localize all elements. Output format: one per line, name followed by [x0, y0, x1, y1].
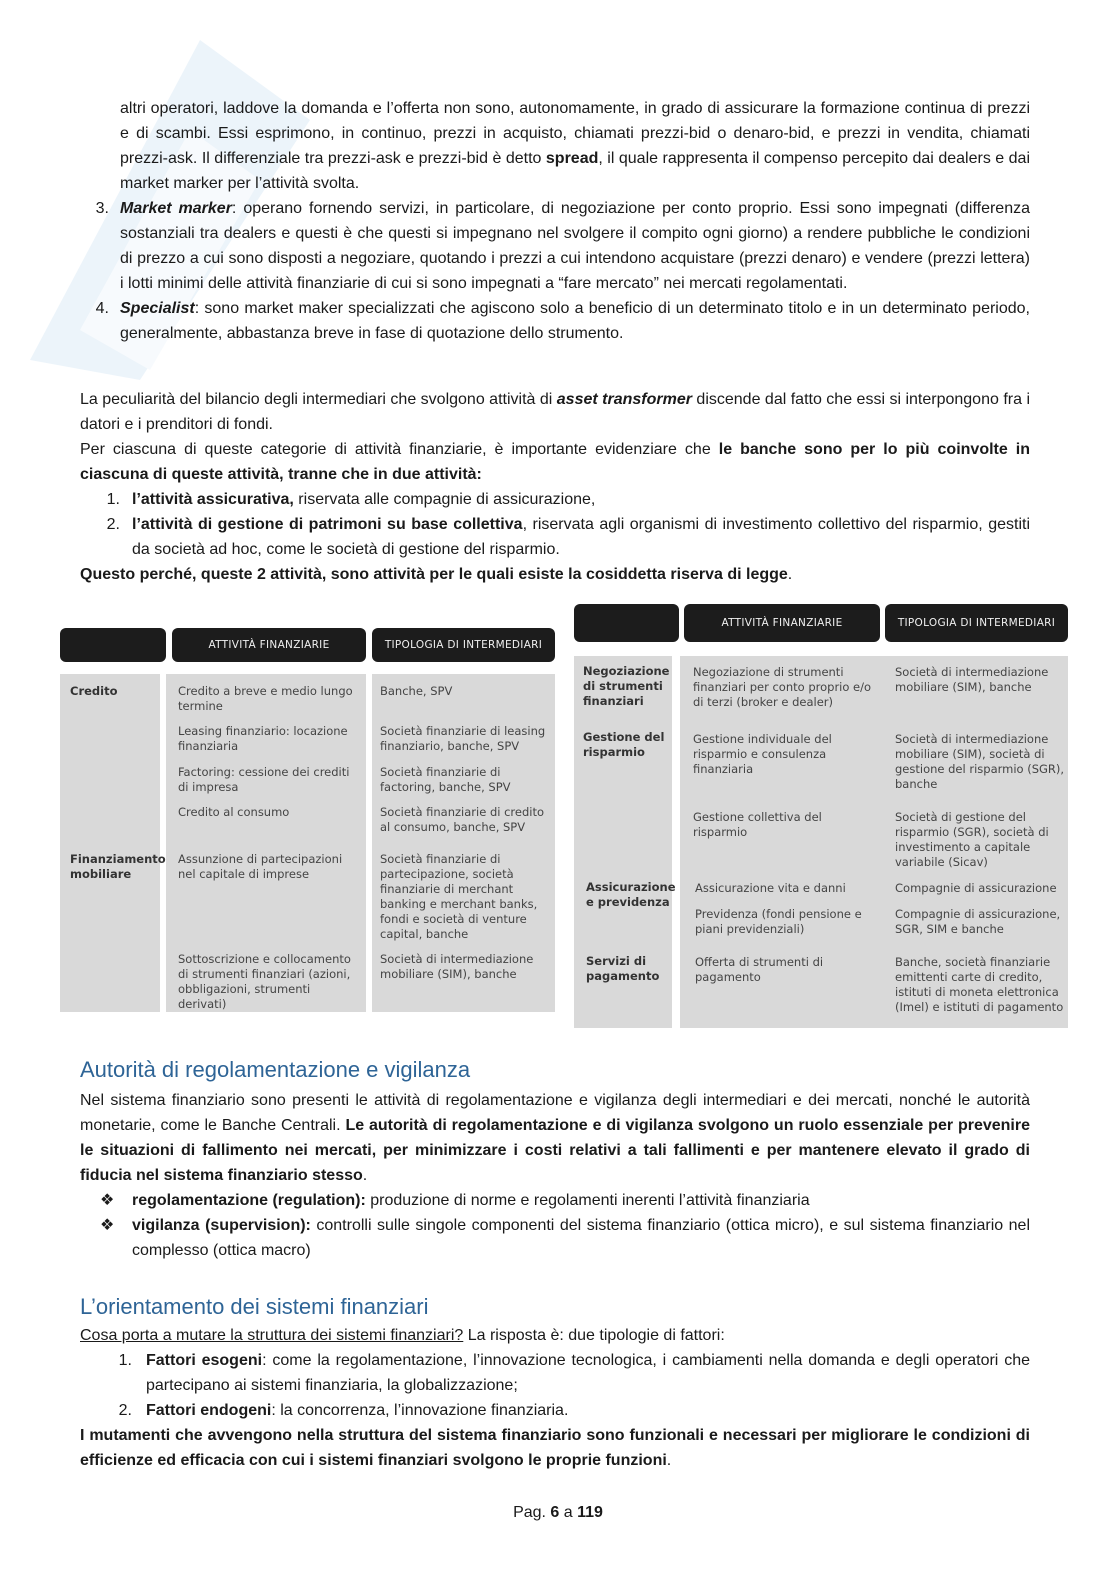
- list-item-esogeni: 1. Fattori esogeni: come la regolamentazione, l’innovazione tecnologica, i cambiamenti nella domanda e degli operatori che partecipano ai sistemi finanziaria, la globalizzazione;: [118, 1352, 1030, 1394]
- cell-type: Società di gestione del risparmio (SGR), società di investimento a capitale variabile (Sicav): [895, 810, 1049, 869]
- cell-type: Banche, SPV: [380, 684, 453, 698]
- table-left-label-column: [60, 674, 166, 1012]
- table-left: [60, 628, 555, 1014]
- table-left-header-activity: ATTIVITÀ FINANZIARIE: [172, 628, 366, 662]
- cell-type: Società di intermediazione mobiliare (SIM), società di gestione del risparmio (SGR), banche: [895, 732, 1065, 791]
- paragraph-asset-transformer: La peculiarità del bilancio degli intermediari che svolgono attività di asset transformer discende dal fatto che essi si interpongono fra i datori e i prenditori di fondi.: [80, 391, 1031, 433]
- intro-paragraph: altri operatori, laddove la domanda e l’offerta non sono, autonomamente, in grado di assicurare la formazione continua di prezzi e di scambi. Essi esprimono, in continuo, prezzi in acquisto, chiamati prezzi-bid o denaro-bid, e prezzi in vendita, chiamati prezzi-ask. Il differenziale tra prezzi-ask e prezzi-bid è detto spread, il quale rappresenta il compenso percepito dai dealers e dai market marker per l’attività svolta.: [120, 100, 1031, 192]
- cell-activity: Credito a breve e medio lungo termine: [178, 684, 353, 713]
- row-label-finanziamento: Finanziamento mobiliare: [70, 852, 166, 881]
- page-footer: Pag. 6 a 119: [513, 1504, 603, 1521]
- cell-activity: Assunzione di partecipazioni nel capitale di imprese: [178, 852, 343, 881]
- diamond-bullet-icon: ❖: [100, 1217, 115, 1234]
- paragraph-riserva-legge: Questo perché, queste 2 attività, sono attività per le quali esiste la cosiddetta riserva di legge.: [80, 566, 793, 583]
- paragraph-conclusion: I mutamenti che avvengono nella struttura del sistema finanziario sono funzionali e necessari per migliorare le condizioni di efficienze ed efficacia con cui i sistemi finanziari svolgono le proprie funzioni.: [80, 1427, 1030, 1469]
- cell-activity: Gestione collettiva del risparmio: [693, 810, 822, 839]
- paragraph-banche: Per ciascuna di queste categorie di attività finanziarie, è importante evidenziare che le banche sono per lo più coinvolte in ciascuna di queste attività, tranne che in due attività:: [80, 441, 1031, 483]
- section-orientamento-body: [80, 1323, 1030, 1473]
- bullet-vigilanza: ❖ vigilanza (supervision): controlli sulle singole componenti del sistema finanziario (ottica micro), e sul sistema finanziario nel complesso (ottica macro): [80, 1213, 1030, 1263]
- list-item-gestione-patrimoni: 2. l’attività di gestione di patrimoni su base collettiva, riservata agli organismi di investimento collettivo del risparmio, gestiti da società ad hoc, come le società di gestione del risparmio.: [106, 516, 1030, 558]
- cell-type: Banche, società finanziarie emittenti carte di credito, istituti di moneta elettronica (Imel) e istituti di pagamento: [895, 955, 1064, 1014]
- list-item-endogeni: 2. Fattori endogeni: la concorrenza, l’innovazione finanziaria.: [118, 1402, 569, 1419]
- table-right-header-activity: ATTIVITÀ FINANZIARIE: [684, 604, 880, 642]
- table-left-header-type: TIPOLOGIA DI INTERMEDIARI: [372, 628, 555, 662]
- table-left-header-blank: [60, 628, 166, 662]
- row-label-assicurazione: Assicurazione e previdenza: [586, 880, 676, 909]
- cell-activity: Sottoscrizione e collocamento di strumenti finanziari (azioni, obbligazioni, strumenti derivati): [178, 952, 351, 1011]
- section-autorita-body: [80, 1088, 1030, 1263]
- table-right: [574, 604, 1068, 1028]
- table-right-header-blank: [574, 604, 679, 642]
- row-label-gestione: Gestione del risparmio: [583, 730, 665, 759]
- cell-type: Compagnie di assicurazione, SGR, SIM e banche: [895, 907, 1061, 936]
- cell-activity: Gestione individuale del risparmio e consulenza finanziaria: [693, 732, 832, 776]
- cell-activity: Factoring: cessione dei crediti di impresa: [178, 765, 350, 794]
- cell-activity: Assicurazione vita e danni: [695, 881, 846, 895]
- cell-type: Compagnie di assicurazione: [895, 881, 1057, 895]
- cell-activity: Previdenza (fondi pensione e piani previdenziali): [695, 907, 862, 936]
- cell-type: Società finanziarie di credito al consumo, banche, SPV: [380, 805, 545, 834]
- cell-type: Società finanziarie di partecipazione, società finanziarie di merchant banking e merchant banks, fondi e società di venture capital, banche: [380, 852, 538, 941]
- table-right-header-type: TIPOLOGIA DI INTERMEDIARI: [885, 604, 1068, 642]
- cell-activity: Offerta di strumenti di pagamento: [695, 955, 824, 984]
- row-label-servizi: Servizi di pagamento: [586, 954, 660, 983]
- cell-type: Società finanziarie di leasing finanziario, banche, SPV: [380, 724, 546, 753]
- paragraph-question: Cosa porta a mutare la struttura dei sistemi finanziari? La risposta è: due tipologie di fattori:: [80, 1327, 725, 1344]
- cell-type: Società di intermediazione mobiliare (SIM), banche: [895, 665, 1049, 694]
- cell-activity: Leasing finanziario: locazione finanziaria: [178, 724, 348, 753]
- row-label-negoziazione: Negoziazione di strumenti finanziari: [583, 664, 670, 708]
- intro-block: [80, 96, 1030, 346]
- row-label-credito: Credito: [70, 684, 118, 698]
- cell-activity: Negoziazione di strumenti finanziari per conto proprio e/o di terzi (broker e dealer): [693, 665, 872, 709]
- paragraph-autorita: Nel sistema finanziario sono presenti le attività di regolamentazione e vigilanza degli intermediari e dei mercati, nonché le autorità monetarie, come le Banche Centrali. Le autorità di regolamentazione e di vigilanza svolgono un ruolo essenziale per prevenire le situazioni di fallimento nei mercati, per minimizzare i costi relativi a tali fallimenti e per mantenere elevato il grado di fiducia nel sistema finanziario stesso.: [80, 1092, 1030, 1184]
- list-item-assicurativa: 1. l’attività assicurativa, riservata alle compagnie di assicurazione,: [106, 491, 596, 508]
- list-item-market-maker: 3. Market marker: operano fornendo servizi, in particolare, di negoziazione per conto proprio. Essi sono impegnati (differenza sostanziali tra dealers e questi è che questi si impegnano nel svolgere il compito ogni giorno) a rendere pubbliche le condizioni di prezzo a cui sono disposti a negoziare, quotando i prezzi a cui intendono acquistare (prezzi denaro) e vendere (prezzi lettera) i lotti minimi delle attività finanziarie di cui si sono impegnati a “fare mercato” nei mercati regolamentati.: [95, 200, 1030, 292]
- diamond-bullet-icon: ❖: [100, 1192, 115, 1209]
- section-title-autorita: Autorità di regolamentazione e vigilanza: [80, 1057, 471, 1082]
- cell-activity: Credito al consumo: [178, 805, 290, 819]
- cell-type: Società di intermediazione mobiliare (SIM), banche: [380, 952, 534, 981]
- section-title-orientamento: L’orientamento dei sistemi finanziari: [80, 1294, 429, 1319]
- bullet-regolamentazione: ❖ regolamentazione (regulation): produzione di norme e regolamenti inerenti l’attività finanziaria: [80, 1188, 1030, 1213]
- cell-type: Società finanziarie di factoring, banche, SPV: [380, 765, 511, 794]
- body-block: [80, 387, 1030, 587]
- list-item-specialist: 4. Specialist: sono market maker specializzati che agiscono solo a beneficio di un determinato titolo e in un determinato periodo, generalmente, abbastanza breve in fase di quotazione dello strumento.: [95, 300, 1030, 342]
